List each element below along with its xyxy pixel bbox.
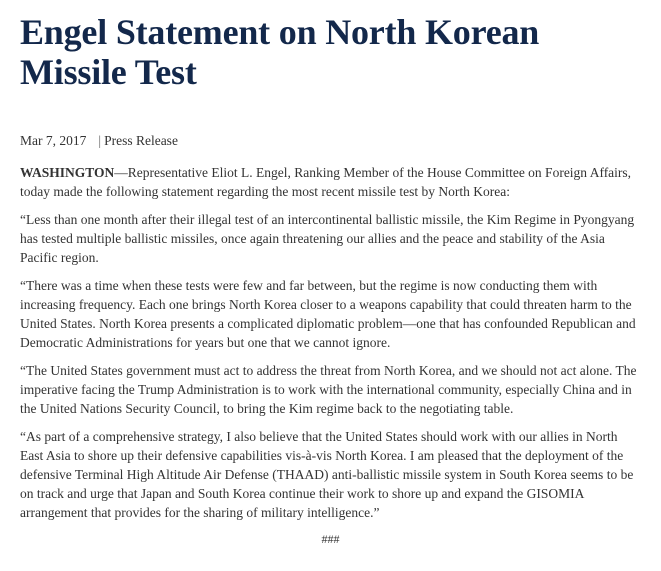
- end-mark: ###: [321, 532, 340, 546]
- body-paragraph: “There was a time when these tests were few and far between, but the regime is now conducting them with increasing frequency. Each one brings North Korea closer to a weapons capability that could threaten harm to the United States. North Korea presents a complicated diplomatic problem—one that has confounded Republican and Democratic Administrations for years but one that we cannot ignore.: [20, 278, 636, 350]
- article-body: [20, 163, 641, 547]
- intro-paragraph: [20, 163, 641, 201]
- meta-separator: |: [98, 133, 102, 148]
- page-title: Engel Statement on North Korean Missile Test: [20, 12, 540, 92]
- publish-date: Mar 7, 2017: [20, 133, 87, 148]
- body-paragraph: “As part of a comprehensive strategy, I also believe that the United States should work with our allies in North East Asia to shore up their defensive capabilities vis-à-vis North Korea. I am pleased that the deployment of the defensive Terminal High Altitude Air Defense (THAAD) anti-ballistic missile system in South Korea seems to be on track and urge that Japan and South Korea continue their work to shore up and expand the GISOMIA arrangement that provides for the sharing of military intelligence.”: [20, 429, 634, 520]
- article-meta: [20, 132, 641, 150]
- body-paragraph: “The United States government must act to address the threat from North Korea, and we should not act alone. The imperative facing the Trump Administration is to work with the international community, especially China and in the United Nations Security Council, to bring the Kim regime back to the negotiating table.: [20, 363, 637, 416]
- body-paragraph: “Less than one month after their illegal test of an intercontinental ballistic missile, the Kim Regime in Pyongyang has tested multiple ballistic missiles, once again threatening our allies and the peace and stability of the Asia Pacific region.: [20, 212, 635, 265]
- article-category: Press Release: [104, 133, 178, 148]
- intro-text: —Representative Eliot L. Engel, Ranking Member of the House Committee on Foreign Affairs, today made the following statement regarding the most recent missile test by North Korea:: [20, 165, 632, 199]
- dateline: WASHINGTON: [20, 165, 115, 180]
